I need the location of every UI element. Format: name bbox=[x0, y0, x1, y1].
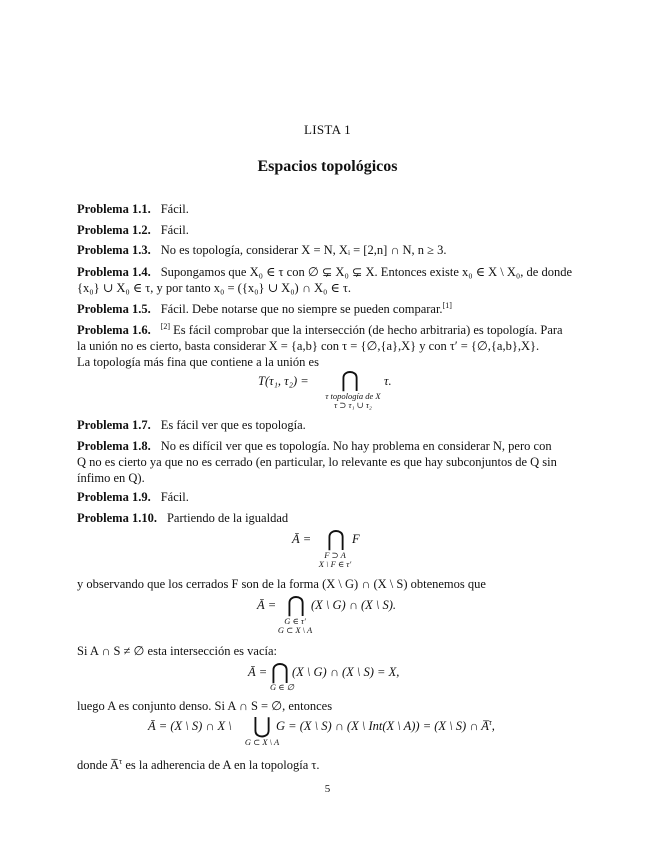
problem-1-6-line2: la unión no es cierto, basta considerar X = {a,b} con τ = {∅,{a},X} y con τ′ = {∅,{a,b},X}. bbox=[77, 339, 540, 353]
problem-1-10-text5 bbox=[77, 757, 579, 773]
problem-1-10 bbox=[77, 510, 579, 526]
problem-text: Es fácil comprobar que la intersección (de hecho arbitraria) es topología. Para bbox=[173, 323, 563, 337]
bigcap-symbol: ⋂ bbox=[341, 367, 360, 392]
display-subscript: τ ⊃ τ₁ ∪ τ₂ bbox=[334, 400, 372, 410]
problem-label: Problema 1.6. bbox=[77, 323, 151, 337]
problem-1-10-text2: y observando que los cerrados F son de la forma (X \ G) ∩ (X \ S) obtenemos que bbox=[77, 577, 486, 591]
problem-label: Problema 1.5. bbox=[77, 302, 151, 316]
display-lhs: T(τ₁, τ₂) = bbox=[258, 374, 309, 388]
footnote-ref[interactable]: [2] bbox=[160, 321, 171, 331]
display-subscript: τ topología de X bbox=[325, 391, 381, 401]
problem-1-2 bbox=[77, 222, 579, 238]
bigcap-symbol: ⋂ bbox=[271, 659, 290, 684]
page-number: 5 bbox=[324, 783, 331, 795]
eq4-rhs bbox=[276, 719, 495, 734]
footnote-ref[interactable]: [1] bbox=[442, 300, 452, 310]
eq2-rhs: (X \ G) ∩ (X \ S). bbox=[311, 598, 397, 612]
problem-1-8 bbox=[77, 438, 579, 454]
problem-1-4 bbox=[77, 264, 579, 280]
display-rhs: τ. bbox=[384, 374, 392, 388]
eq4-subscript: G ⊂ X \ A bbox=[244, 737, 280, 747]
eq3-rhs: (X \ G) ∩ (X \ S) = X, bbox=[292, 665, 400, 679]
problem-text: No es difícil ver que es topología. No hay problema en considerar N, pero con bbox=[160, 439, 552, 453]
problem-1-7 bbox=[77, 417, 579, 433]
problem-text: Supongamos que X₀ ∈ τ con ∅ ⊊ X₀ ⊊ X. Entonces existe x₀ ∈ X \ X₀, de donde bbox=[160, 265, 573, 279]
problem-1-5 bbox=[77, 301, 579, 317]
problem-1-6-line3: La topología más fina que contiene a la unión es bbox=[77, 355, 319, 369]
eq3-subscript: G ∈ ∅ bbox=[269, 682, 295, 692]
bigcup-symbol: ⋃ bbox=[253, 713, 272, 738]
problem-label: Problema 1.1. bbox=[77, 202, 151, 216]
problem-label: Problema 1.7. bbox=[77, 418, 151, 432]
problem-text: Es fácil ver que es topología. bbox=[160, 418, 306, 432]
problem-label: Problema 1.4. bbox=[77, 265, 151, 279]
eq4-superscript: τ bbox=[488, 717, 492, 727]
eq4-end: , bbox=[491, 719, 495, 733]
problem-label: Problema 1.3. bbox=[77, 243, 151, 257]
text5-start: donde A̅ bbox=[77, 758, 120, 772]
problem-1-8-line3: ínfimo en Q). bbox=[77, 471, 145, 485]
bigcap-symbol: ⋂ bbox=[327, 526, 346, 551]
eq1-subscript: X \ F ∈ τ′ bbox=[318, 559, 352, 569]
eq3-lhs: Ā = bbox=[248, 665, 268, 679]
problem-label: Problema 1.9. bbox=[77, 490, 151, 504]
eq4-rhs-text: G = (X \ S) ∩ (X \ Int(X \ A)) = (X \ S) ∩ A̅ bbox=[276, 719, 489, 733]
problem-text: Fácil. bbox=[160, 223, 189, 237]
problem-1-1 bbox=[77, 201, 579, 217]
page-title: Espacios topológicos bbox=[257, 158, 398, 175]
problem-text: Fácil. bbox=[160, 202, 189, 216]
problem-text: No es topología, considerar X = N, Xᵢ = [2,n] ∩ N, n ≥ 3. bbox=[160, 243, 447, 257]
problem-label: Problema 1.8. bbox=[77, 439, 151, 453]
problem-1-10-text4: luego A es conjunto denso. Si A ∩ S = ∅, entonces bbox=[77, 699, 333, 713]
problem-1-10-text3: Si A ∩ S ≠ ∅ esta intersección es vacía: bbox=[77, 644, 277, 658]
problem-text: Fácil. bbox=[160, 490, 189, 504]
problem-label: Problema 1.2. bbox=[77, 223, 151, 237]
problem-text: Fácil. Debe notarse que no siempre se pueden comparar. bbox=[160, 302, 443, 316]
problem-1-3 bbox=[77, 242, 579, 258]
eq1-rhs: F bbox=[352, 532, 360, 546]
eq1-subscript: F ⊃ A bbox=[324, 550, 346, 560]
text5-superscript: τ bbox=[119, 756, 123, 766]
eq2-subscript: G ∈ τ′ bbox=[284, 616, 306, 626]
eq1-lhs: Ā = bbox=[292, 532, 312, 546]
problem-label: Problema 1.10. bbox=[77, 511, 157, 525]
problem-1-4-cont: {x₀} ∪ X₀ ∈ τ, y por tanto x₀ = ({x₀} ∪ X₀) ∩ X₀ ∈ τ. bbox=[77, 281, 352, 295]
text5-end: es la adherencia de A en la topología τ. bbox=[122, 758, 320, 772]
chapter-heading: LISTA 1 bbox=[304, 122, 351, 137]
bigcap-symbol: ⋂ bbox=[287, 592, 306, 617]
eq2-lhs: Ā = bbox=[257, 598, 277, 612]
eq4-lhs: Ā = (X \ S) ∩ X \ bbox=[148, 719, 232, 733]
eq2-subscript: G ⊂ X \ A bbox=[277, 625, 313, 635]
problem-text: Partiendo de la igualdad bbox=[166, 511, 289, 525]
problem-1-9 bbox=[77, 489, 579, 505]
problem-1-8-line2: Q no es cierto ya que no es cerrado (en particular, lo relevante es que hay subconjuntos de Q sin bbox=[77, 455, 557, 469]
problem-1-6 bbox=[77, 322, 579, 338]
